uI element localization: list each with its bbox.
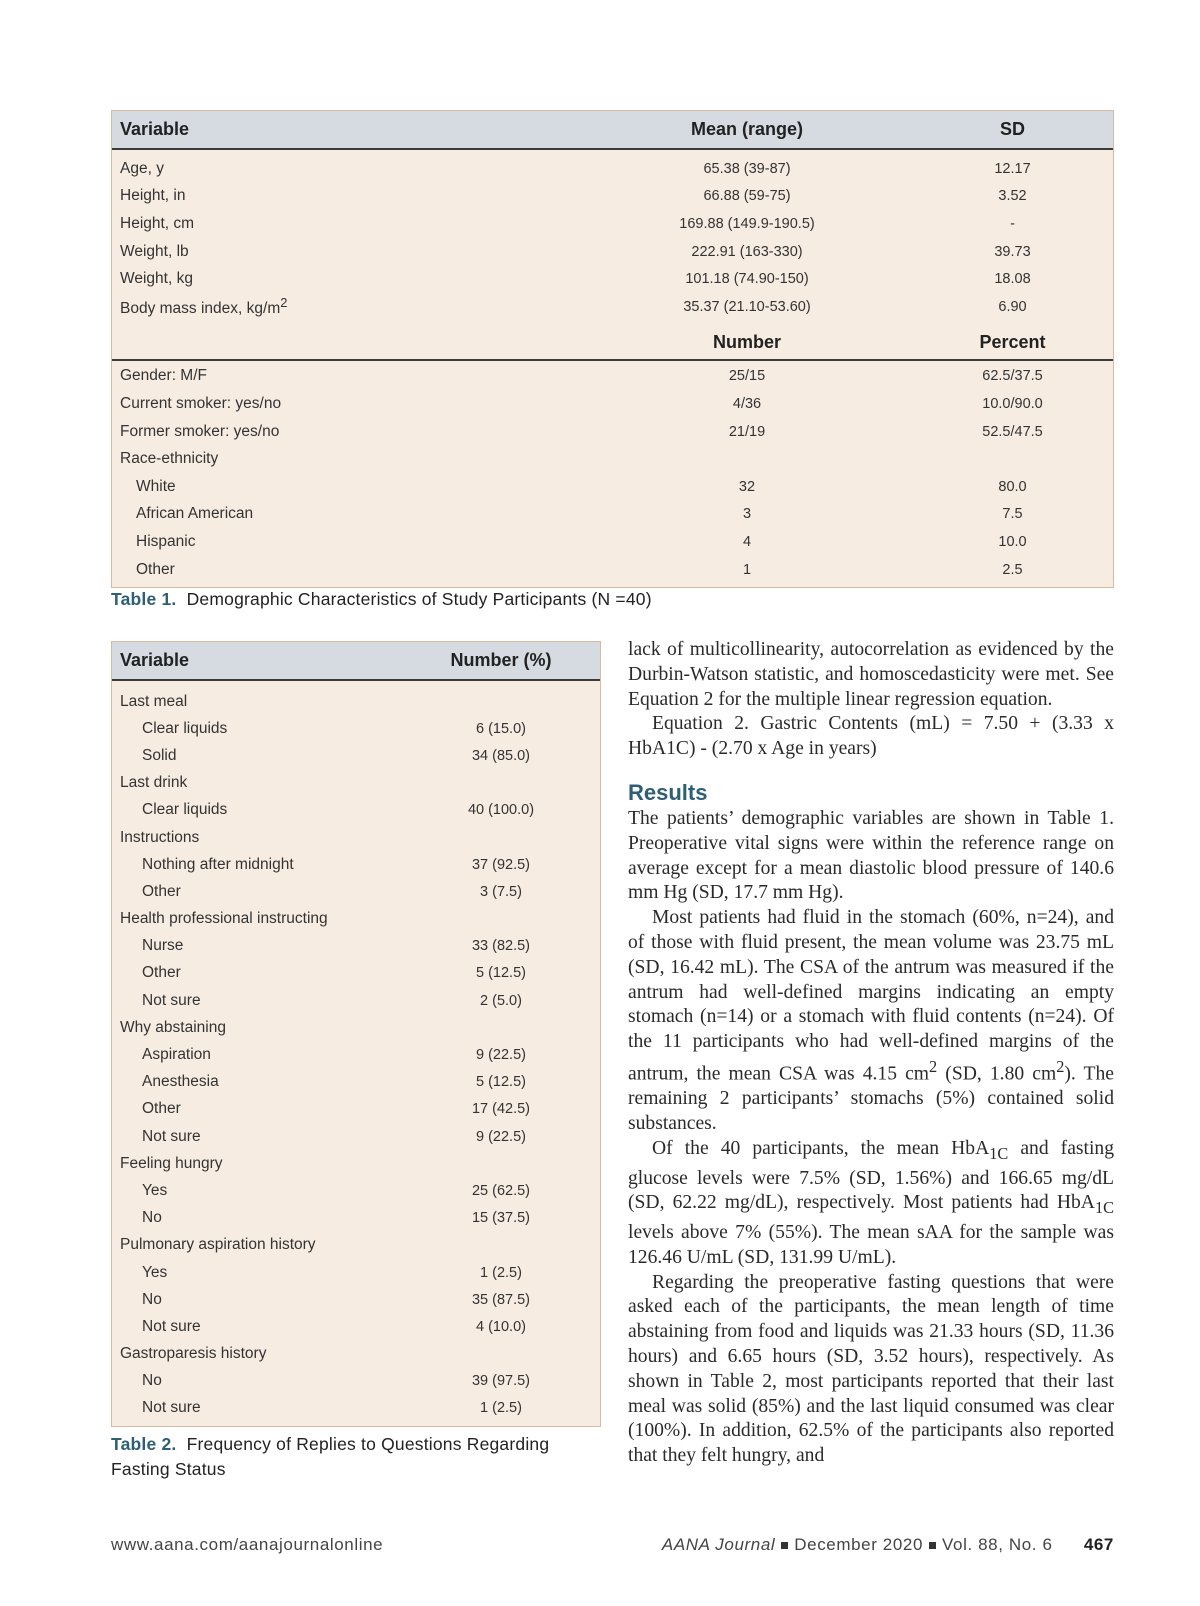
cell-value: 1 (2.5) [480, 1264, 522, 1281]
cell-value: 15 (37.5) [471, 1210, 531, 1227]
cell-number: 32 [738, 478, 756, 495]
cell-number: 4 [742, 533, 752, 550]
cell-mean: 222.91 (163-330) [691, 243, 803, 260]
table-row [112, 445, 1113, 473]
bmi-superscript: 2 [280, 295, 288, 311]
text-run: (SD, 1.80 cm [937, 1063, 1057, 1085]
group-label: Pulmonary aspiration history [120, 1236, 316, 1254]
table-row [112, 878, 600, 905]
row-label: Other [136, 560, 175, 578]
table-row [112, 742, 600, 769]
cell-value: 4 (10.0) [476, 1318, 526, 1335]
cell-value: 37 (92.5) [471, 856, 531, 873]
body-text-column [628, 638, 1114, 1469]
row-label: Anesthesia [142, 1073, 219, 1091]
table-row [112, 1096, 600, 1123]
cell-mean: 35.37 (21.10-53.60) [683, 298, 811, 315]
table-row [112, 960, 600, 987]
table-row [112, 528, 1113, 556]
group-label: Last drink [120, 774, 188, 792]
row-label: Nothing after midnight [142, 855, 294, 873]
row-label: Not sure [142, 1317, 201, 1335]
table-row [112, 1041, 600, 1068]
table-row [112, 363, 1113, 391]
row-label: African American [136, 505, 254, 523]
caption-text: Frequency of Replies to Questions Regarding Fasting Status [111, 1434, 550, 1479]
table-row [112, 1341, 600, 1368]
cell-value: 35 (87.5) [471, 1291, 531, 1308]
subscript: 1C [1094, 1198, 1114, 1218]
table-1 [111, 110, 1114, 588]
column-header: Mean (range) [690, 119, 804, 139]
table-1-subheader [112, 327, 1113, 361]
table-row [112, 293, 1113, 321]
cell-sd: 6.90 [998, 298, 1027, 315]
table-row [112, 1259, 600, 1286]
cell-number: 4/36 [732, 395, 762, 412]
table-row [112, 556, 1113, 584]
table-row [112, 1123, 600, 1150]
table-1-categorical-body [112, 361, 1113, 588]
table-row [112, 1069, 600, 1096]
caption-label: Table 2. [111, 1434, 177, 1454]
paragraph: The patients’ demographic variables are shown in Table 1. Preoperative vital signs were within the reference range on average except for a mean diastolic blood pressure of 140.6 mm Hg (SD, 17.7 mm Hg). [628, 807, 1114, 904]
row-label [112, 295, 582, 318]
row-label: Not sure [142, 1399, 201, 1417]
row-label: Height, cm [120, 214, 195, 232]
row-label: Gender: M/F [120, 367, 207, 385]
cell-value: 9 (22.5) [476, 1047, 526, 1064]
group-label: Gastroparesis history [120, 1345, 267, 1363]
table-row [112, 688, 600, 715]
cell-value: 39 (97.5) [471, 1373, 531, 1390]
footer-citation [662, 1535, 1114, 1555]
text-run: Most patients had fluid in the stomach (60%, n=24), and of those with fluid present, the mean volume was 23.75 mL (SD, 16.42 mL). The CSA of the antrum was measured if the antrum had well-defined margins indicating an empty stomach (n=14) or a stomach with fluid contents (n=24). Of the 11 participants who had well-defined margins of the antrum, the mean CSA was 4.15 cm [628, 907, 1114, 1085]
column-header: Number (%) [450, 650, 552, 670]
row-label: Other [142, 882, 181, 900]
table-row [112, 1368, 600, 1395]
table-row [112, 418, 1113, 446]
table-row [112, 797, 600, 824]
cell-value: 5 (12.5) [476, 965, 526, 982]
table-row [112, 1286, 600, 1313]
volume: Vol. 88, No. 6 [942, 1535, 1053, 1554]
issue-date: December 2020 [794, 1535, 924, 1554]
cell-sd: 18.08 [994, 271, 1031, 288]
cell-number: 3 [742, 506, 752, 523]
row-label: No [142, 1372, 162, 1390]
text-run: and fasting glucose levels were 7.5% (SD, 1.56%) and 166.65 mg/dL (SD, 62.22 mg/dL), respectively. Most patients had HbA [628, 1137, 1114, 1214]
cell-sd: 12.17 [994, 160, 1031, 177]
table-row [112, 1395, 600, 1422]
text-run: levels above 7% (55%). The mean sAA for the sample was 126.46 U/mL (SD, 131.99 U/mL). [628, 1222, 1114, 1268]
table-row [112, 390, 1113, 418]
table-row [112, 265, 1113, 293]
table-2 [111, 641, 601, 1427]
row-label: Hispanic [136, 532, 196, 550]
table-2-header [112, 642, 600, 681]
table-row [112, 155, 1113, 183]
paragraph [628, 906, 1114, 1137]
row-label: Weight, lb [120, 242, 189, 260]
square-bullet-icon [929, 1542, 936, 1549]
cell-mean: 101.18 (74.90-150) [685, 271, 809, 288]
cell-value: 40 (100.0) [467, 802, 535, 819]
table-row [112, 1177, 600, 1204]
caption-label: Table 1. [111, 589, 177, 609]
row-label: Clear liquids [142, 719, 228, 737]
text-run: Of the 40 participants, the mean HbA [652, 1137, 990, 1159]
row-label: Clear liquids [142, 801, 228, 819]
cell-sd: - [1010, 215, 1015, 232]
row-label: Other [142, 1100, 181, 1118]
row-label: Not sure [142, 991, 201, 1009]
row-label: No [142, 1209, 162, 1227]
cell-percent: 62.5/37.5 [982, 368, 1043, 385]
caption-text: Demographic Characteristics of Study Participants (N =40) [186, 589, 652, 609]
table-row [112, 1205, 600, 1232]
table-1-caption [111, 589, 652, 610]
cell-sd: 3.52 [998, 188, 1027, 205]
equation-paragraph: Equation 2. Gastric Contents (mL) = 7.50 + (3.33 x HbA1C) - (2.70 x Age in years) [628, 713, 1114, 760]
table-row [112, 501, 1113, 529]
cell-number: 25/15 [728, 368, 766, 385]
row-label: Aspiration [142, 1046, 211, 1064]
cell-value: 2 (5.0) [480, 992, 522, 1009]
cell-value: 6 (15.0) [476, 720, 526, 737]
row-label: Height, in [120, 187, 186, 205]
table-row [112, 210, 1113, 238]
group-label: Health professional instructing [120, 910, 328, 928]
table-row [112, 715, 600, 742]
cell-value: 34 (85.0) [471, 747, 531, 764]
table-row [112, 1232, 600, 1259]
subscript: 1C [989, 1143, 1009, 1163]
column-header: Variable [120, 650, 190, 670]
table-2-body [112, 681, 600, 1426]
column-header: SD [999, 119, 1025, 139]
cell-percent: 10.0/90.0 [982, 395, 1043, 412]
paragraph [628, 1137, 1114, 1271]
square-bullet-icon [781, 1542, 788, 1549]
paragraph: lack of multicollinearity, autocorrelation as evidenced by the Durbin-Watson statistic, and homoscedasticity were met. See Equation 2 for the multiple linear regression equation. [628, 639, 1114, 710]
row-label: Weight, kg [120, 270, 193, 288]
table-row [112, 1150, 600, 1177]
row-label: Other [142, 964, 181, 982]
table-2-caption [111, 1432, 601, 1482]
cell-number: 1 [742, 561, 752, 578]
row-label: No [142, 1290, 162, 1308]
cell-value: 33 (82.5) [471, 938, 531, 955]
table-1-header [112, 111, 1113, 150]
cell-percent: 10.0 [998, 533, 1027, 550]
table-row [112, 183, 1113, 211]
journal-name: AANA Journal [661, 1535, 776, 1554]
group-label: Why abstaining [120, 1018, 226, 1036]
cell-percent: 52.5/47.5 [982, 423, 1043, 440]
superscript: 2 [1056, 1056, 1065, 1076]
cell-value: 9 (22.5) [476, 1128, 526, 1145]
table-row [112, 238, 1113, 266]
cell-mean: 169.88 (149.9-190.5) [679, 215, 815, 232]
bmi-label: Body mass index, kg/m [120, 300, 281, 318]
cell-sd: 39.73 [994, 243, 1031, 260]
cell-mean: 65.38 (39-87) [703, 160, 791, 177]
row-label: Yes [142, 1181, 168, 1199]
table-row [112, 933, 600, 960]
cell-value: 3 (7.5) [480, 883, 522, 900]
cell-value: 5 (12.5) [476, 1074, 526, 1091]
results-heading: Results [628, 779, 708, 805]
row-label: Solid [142, 746, 177, 764]
column-header: Number [712, 332, 781, 353]
row-label: Race-ethnicity [120, 450, 219, 468]
table-row [112, 987, 600, 1014]
row-label: Nurse [142, 937, 184, 955]
row-label: Yes [142, 1263, 168, 1281]
column-header: Variable [120, 119, 190, 139]
text-run: ). The remaining 2 participants’ stomachs (5%) contained solid substances. [628, 1063, 1114, 1135]
row-label: Former smoker: yes/no [120, 422, 280, 440]
cell-percent: 80.0 [998, 478, 1027, 495]
row-label: White [136, 477, 176, 495]
table-row [112, 770, 600, 797]
row-label: Age, y [120, 159, 164, 177]
page-number: 467 [1083, 1535, 1114, 1554]
cell-value: 25 (62.5) [471, 1182, 531, 1199]
cell-percent: 2.5 [1002, 561, 1023, 578]
cell-value: 17 (42.5) [471, 1101, 531, 1118]
footer-url[interactable]: www.aana.com/aanajournalonline [111, 1535, 384, 1554]
table-row [112, 851, 600, 878]
group-label: Feeling hungry [120, 1154, 223, 1172]
row-label: Not sure [142, 1127, 201, 1145]
table-row [112, 1014, 600, 1041]
column-header: Percent [979, 332, 1046, 353]
group-label: Last meal [120, 692, 188, 710]
table-row [112, 824, 600, 851]
row-label: Current smoker: yes/no [120, 394, 282, 412]
table-row [112, 473, 1113, 501]
table-1-continuous-body [112, 150, 1113, 327]
table-row [112, 906, 600, 933]
superscript: 2 [929, 1056, 938, 1076]
cell-number: 21/19 [728, 423, 766, 440]
group-label: Instructions [120, 828, 200, 846]
cell-mean: 66.88 (59-75) [703, 188, 791, 205]
table-row [112, 1313, 600, 1340]
paragraph: Regarding the preoperative fasting questions that were asked each of the participants, the mean length of time abstaining from food and liquids was 21.33 hours (SD, 11.36 hours) and 6.65 hours (SD, 3.52 hours), respectively. As shown in Table 2, most participants reported that their last meal was solid (85%) and the last liquid consumed was clear (100%). In addition, 62.5% of the participants also reported that they felt hungry, and [628, 1271, 1114, 1467]
cell-value: 1 (2.5) [480, 1400, 522, 1417]
cell-percent: 7.5 [1002, 506, 1023, 523]
